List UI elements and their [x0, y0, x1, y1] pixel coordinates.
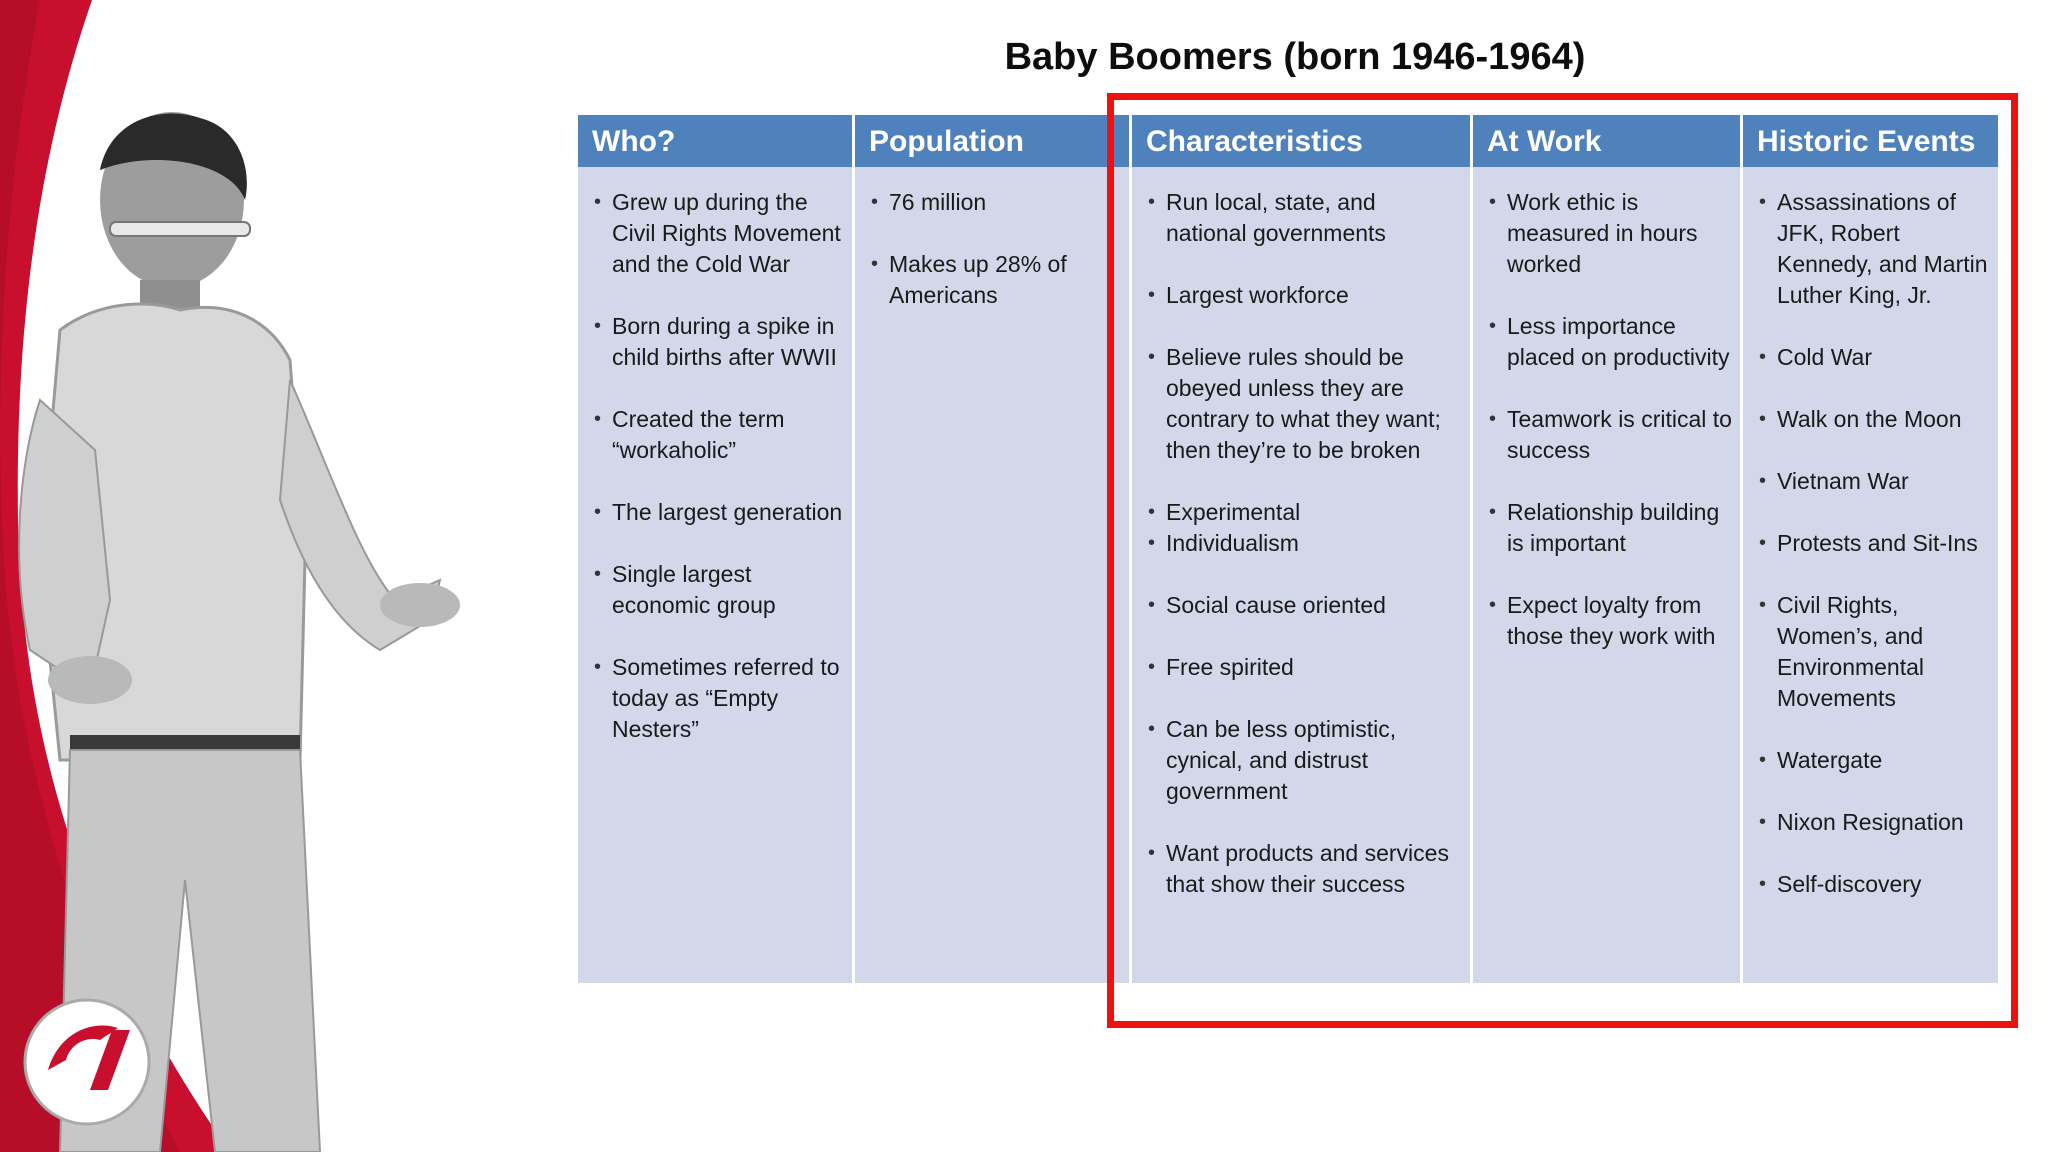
column-characteristics: [1132, 115, 1473, 983]
column-list: [1743, 167, 1998, 900]
list-item: • Experimental: [1146, 497, 1462, 528]
list-item: • Self-discovery: [1757, 869, 1990, 900]
list-item: • Single largest economic group: [592, 559, 844, 621]
column-list: [1132, 167, 1470, 900]
generation-table: [578, 115, 1998, 983]
list-item: • Less importance placed on productivity: [1487, 311, 1732, 373]
column-header: Characteristics: [1132, 115, 1470, 167]
column-header: At Work: [1473, 115, 1740, 167]
slide-title: Baby Boomers (born 1946-1964): [1004, 36, 1586, 78]
column-at-work: [1473, 115, 1743, 983]
list-item: • Want products and services that show their success: [1146, 838, 1462, 900]
list-item: • Expect loyalty from those they work with: [1487, 590, 1732, 652]
list-item: • Individualism: [1146, 528, 1462, 559]
list-item: • Largest workforce: [1146, 280, 1462, 311]
column-list: [855, 167, 1129, 311]
list-item: • Sometimes referred to today as “Empty Nesters”: [592, 652, 844, 745]
list-item: • Cold War: [1757, 342, 1990, 373]
column-header: Population: [855, 115, 1129, 167]
list-item: • Watergate: [1757, 745, 1990, 776]
column-population: [855, 115, 1132, 983]
column-list: [1473, 167, 1740, 652]
column-list: [578, 167, 852, 745]
list-item: • Makes up 28% of Americans: [869, 249, 1121, 311]
list-item: • Grew up during the Civil Rights Movement and the Cold War: [592, 187, 844, 280]
list-item: • Assassinations of JFK, Robert Kennedy, and Martin Luther King, Jr.: [1757, 187, 1990, 311]
list-item: • Can be less optimistic, cynical, and distrust government: [1146, 714, 1462, 807]
list-item: • Work ethic is measured in hours worked: [1487, 187, 1732, 280]
list-item: • 76 million: [869, 187, 1121, 218]
list-item: • Nixon Resignation: [1757, 807, 1990, 838]
list-item: • Social cause oriented: [1146, 590, 1462, 621]
list-item: • Civil Rights, Women’s, and Environmental Movements: [1757, 590, 1990, 714]
list-item: • Created the term “workaholic”: [592, 404, 844, 466]
list-item: • Free spirited: [1146, 652, 1462, 683]
list-item: • Walk on the Moon: [1757, 404, 1990, 435]
list-item: • Relationship building is important: [1487, 497, 1732, 559]
column-historic-events: [1743, 115, 1998, 983]
list-item: • Run local, state, and national governments: [1146, 187, 1462, 249]
logo-icon: [25, 1000, 149, 1124]
column-header: Who?: [578, 115, 852, 167]
column-who: [578, 115, 855, 983]
list-item: • The largest generation: [592, 497, 844, 528]
list-item: • Believe rules should be obeyed unless they are contrary to what they want; then they’re to be broken: [1146, 342, 1462, 466]
list-item: • Protests and Sit-Ins: [1757, 528, 1990, 559]
list-item: • Vietnam War: [1757, 466, 1990, 497]
list-item: • Teamwork is critical to success: [1487, 404, 1732, 466]
column-header: Historic Events: [1743, 115, 1998, 167]
list-item: • Born during a spike in child births after WWII: [592, 311, 844, 373]
presenter-photo: [19, 112, 460, 1152]
